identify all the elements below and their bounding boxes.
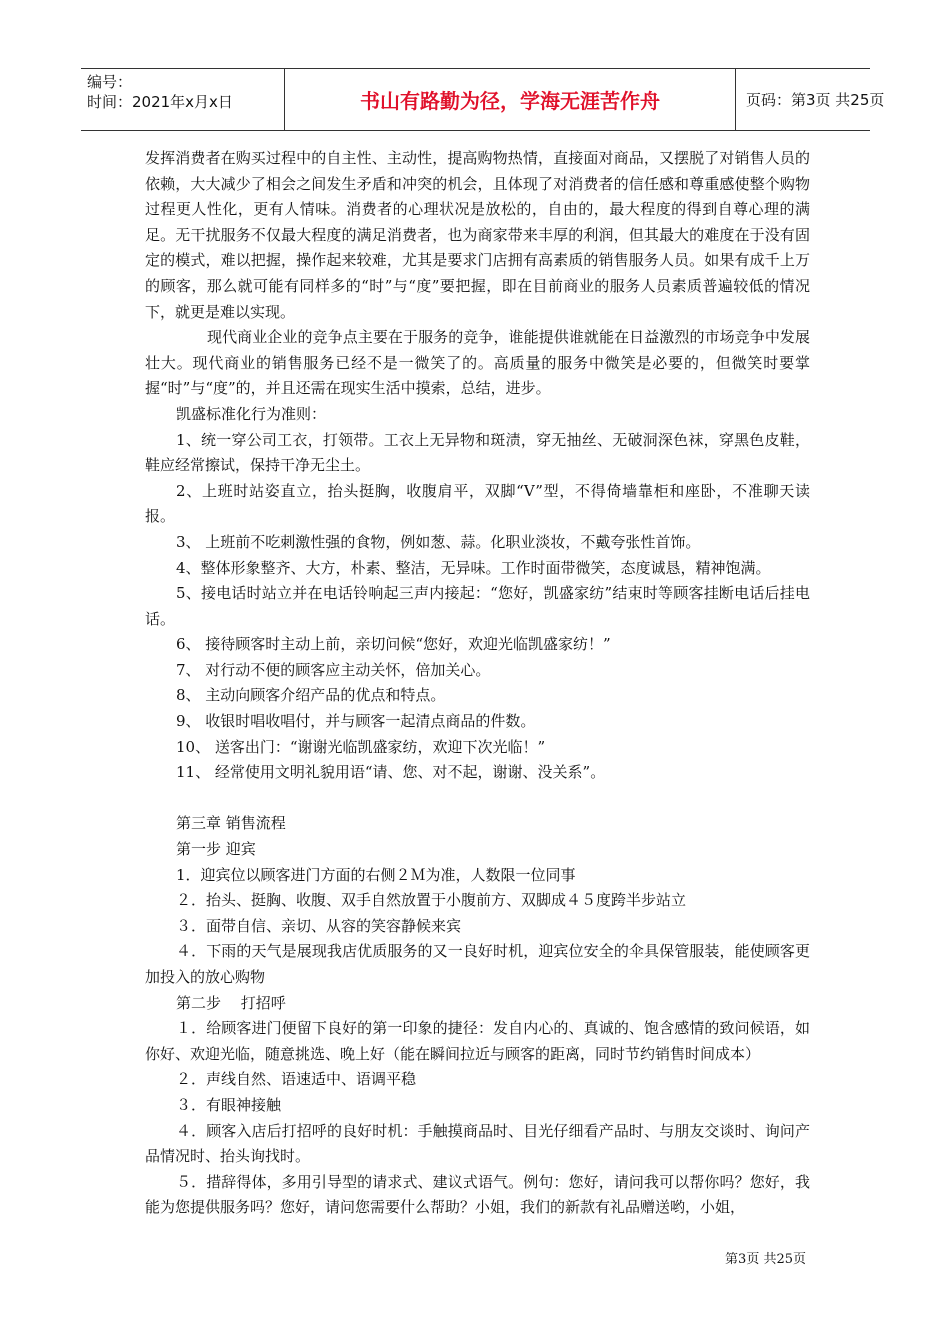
document-body	[145, 146, 810, 1221]
step1-item: ３．面带自信、亲切、从容的笑容静候来宾	[176, 916, 462, 935]
rule-item: 11、 经常使用文明礼貌用语“请、您、对不起，谢谢、没关系”。	[176, 763, 606, 782]
step1-item: 1．迎宾位以顾客进门方面的右侧２Ｍ为准，人数限一位同事	[176, 865, 576, 884]
blank-line	[145, 786, 810, 812]
header-motto-cell	[284, 69, 736, 130]
number-label: 编号：	[87, 73, 133, 91]
step1-item: ２．抬头、挺胸、收腹、双手自然放置于小腹前方、双脚成４５度跨半步站立	[176, 891, 687, 910]
page-header	[81, 68, 885, 131]
rule-item: 1、统一穿公司工衣，打领带。工衣上无异物和斑渍，穿无抽丝、无破洞深色袜，穿黑色皮鞋，鞋应经常擦试，保持干净无尘土。	[145, 430, 810, 475]
rules-title: 凯盛标准化行为准则：	[176, 404, 327, 423]
rule-item: 3、 上班前不吃刺激性强的食物，例如葱、蒜。化职业淡妆，不戴夸张性首饰。	[176, 532, 701, 551]
paragraph-1: 发挥消费者在购买过程中的自主性、主动性，提高购物热情，直接面对商品，又摆脱了对销售人员的依赖，大大减少了相会之间发生矛盾和冲突的机会，且体现了对消费者的信任感和尊重感使整个购物过程更人性化，更有人情味。消费者的心理状况是放松的，自由的，最大程度的得到自尊心理的满足。无干扰服务不仅最大程度的满足消费者，也为商家带来丰厚的利润，但其最大的难度在于没有固定的模式，难以把握，操作起来较难，尤其是要求门店拥有高素质的销售服务人员。如果有成千上万的顾客，那么就可能有同样多的“时”与“度”要把握，即在目前商业的服务人员素质普遍较低的情况下，就更是难以实现。	[145, 149, 810, 321]
page-footer: 第3页 共25页	[725, 1252, 806, 1267]
step1-item: ４．下雨的天气是展现我店优质服务的又一良好时机，迎宾位安全的伞具保管服装，能使顾客更加投入的放心购物	[145, 942, 810, 986]
header-motto: 书山有路勤为径，学海无涯苦作舟	[360, 89, 660, 113]
step2-item: ３．有眼神接触	[176, 1095, 282, 1114]
rule-item: 7、 对行动不便的顾客应主动关怀，倍加关心。	[176, 660, 491, 679]
header-meta	[81, 69, 284, 130]
rule-item: 10、 送客出门：“谢谢光临凯盛家纺，欢迎下次光临！”	[176, 737, 546, 756]
paragraph-2: 现代商业企业的竞争点主要在于服务的竞争，谁能提供谁就能在日益激烈的市场竞争中发展壮大。现代商业的销售服务已经不是一微笑了的。高质量的服务中微笑是必要的，但微笑时要掌握“时”与“度”的，并且还需在现实生活中摸索，总结，进步。	[145, 328, 810, 398]
rule-item: 9、 收银时唱收唱付，并与顾客一起清点商品的件数。	[176, 712, 536, 731]
step1-title: 第一步 迎宾	[176, 840, 256, 859]
header-page-info: 页码：第3页 共25页	[746, 91, 885, 109]
rule-item: 2、上班时站姿直立，抬头挺胸，收腹肩平，双脚“V”型，不得倚墙靠柜和座卧，不准聊天读报。	[145, 481, 810, 526]
rule-item: 4、整体形象整齐、大方，朴素、整洁，无异味。工作时面带微笑，态度诚恳，精神饱满。	[176, 558, 771, 577]
rule-item: 6、 接待顾客时主动上前，亲切问候“您好，欢迎光临凯盛家纺！”	[176, 635, 611, 654]
step2-item: ５．措辞得体，多用引导型的请求式、建议式语气。例句：您好，请问我可以帮你吗？您好，我能为您提供服务吗？您好，请问您需要什么帮助？小姐，我们的新款有礼品赠送哟，小姐，	[145, 1172, 810, 1217]
step2-item: ４．顾客入店后打招呼的良好时机：手触摸商品时、目光仔细看产品时、与朋友交谈时、询问产品情况时、抬头询找时。	[145, 1121, 810, 1166]
chapter-title: 第三章 销售流程	[176, 814, 286, 833]
step2-title: 第二步 打招呼	[176, 993, 286, 1012]
date-line: 时间：2021年x月x日	[87, 93, 233, 111]
step2-item: １．给顾客进门便留下良好的第一印象的捷径：发自内心的、真诚的、饱含感情的致问候语，如你好、欢迎光临，随意挑选、晚上好（能在瞬间拉近与顾客的距离，同时节约销售时间成本）	[145, 1019, 810, 1063]
step2-item: ２．声线自然、语速适中、语调平稳	[176, 1070, 417, 1089]
rule-item: 5、接电话时站立并在电话铃响起三声内接起：“您好，凯盛家纺”结束时等顾客挂断电话后挂电话。	[145, 584, 810, 628]
rule-item: 8、 主动向顾客介绍产品的优点和特点。	[176, 686, 446, 705]
